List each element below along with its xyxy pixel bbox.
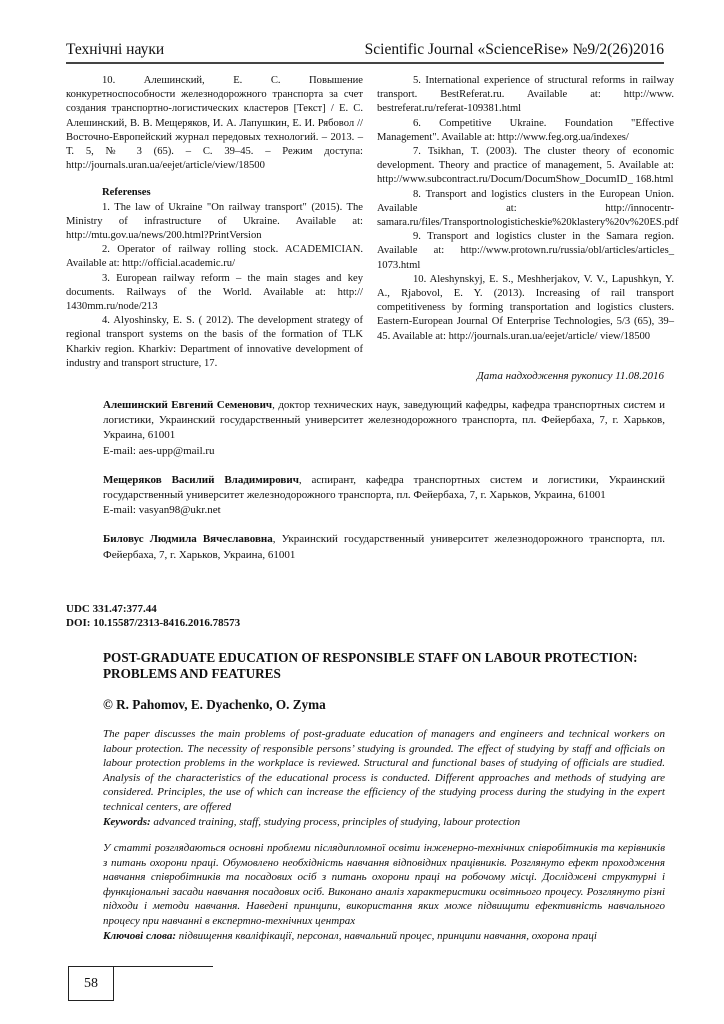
abstract-ukrainian — [103, 841, 665, 943]
references-left-column — [66, 74, 363, 371]
keywords-label: Ключові слова: — [103, 929, 177, 942]
page-number: 58 — [68, 966, 114, 1001]
reference-item: 2. Operator of railway rolling stock. ACADEMICIAN. Available at: http://official.academic.ru/ — [66, 244, 363, 270]
author-details: , аспирант, кафедра транспортных систем и логистики, Украинский государственный университет железнодорожного транспорта, пл. Фейербаха, 7, г. Харьков, Украина, 61001 — [103, 473, 665, 502]
abstract-text: У статті розглядаються основні проблеми післядипломної освіти інженерно-технічних співробітників та керівників з питань охорони праці. Обумовлено необхідність навчання відповідних працівників. Розглянуто ефект проходження навчання співробітників та посадових осіб з питань охорони праці на робочому місці. Досліджені структурні і функціональні засади навчання посадових осіб. Виконано аналіз характеристики освітнього процесу. Розглянуто різні підходи і методи навчання. Наведені принципи, використання яких може підвищити ефективність навчального процесу при навчанні в експертно-технічних центрах — [103, 842, 665, 927]
abstract-text: The paper discusses the main problems of post-graduate education of managers and engineers and technical workers on labour protection. The necessity of responsible persons’ studying is grounded. The effect of studying by staff and officials on labour protection problems in the workplace is reviewed. Structural and functional bases of studying of officials are studied. Analysis of the characteristics of the educational process is conducted. Different approaches and methods of studying are considered. Principles, the use of which can increase the efficiency of the studying process during the studying in the expert technical centers, are offered — [103, 728, 665, 813]
keywords — [103, 929, 665, 944]
author-block — [103, 532, 665, 562]
author-block — [103, 398, 665, 459]
keywords-list: advanced training, staff, studying process, principles of studying, labour protection — [150, 815, 521, 828]
reference-item: 3. European railway reform – the main stages and key documents. Railways of the World. Available at: http:// 1430mm.ru/node/213 — [66, 272, 363, 313]
author-name: Алешинский Евгений Семенович — [103, 399, 273, 411]
keywords-list: підвищення кваліфікації, персонал, навчальний процес, принципи навчання, охорона праці — [176, 929, 597, 942]
reference-item: 1. The law of Ukraine "On railway transport" (2015). The Ministry of infrastructure of Ukraine. Available at: http://mtu.gov.ua/news/200.html?PrintVersion — [66, 201, 363, 242]
doi: DOI: 10.15587/2313-8416.2016.78573 — [66, 617, 241, 629]
references-right-column — [377, 74, 679, 344]
author-name: Биловус Людмила Вячеславовна — [103, 533, 273, 546]
references-heading: Referenses — [102, 187, 151, 199]
reference-item: 5. International experience of structural reforms in railway transport. BestReferat.ru. Available at: http://www. bestreferat.ru/referat-109381.html — [377, 75, 674, 115]
author-email: E-mail: vasyan98@ukr.net — [103, 504, 221, 517]
author-email: E-mail: aes-upp@mail.ru — [103, 444, 215, 457]
reference-item: 6. Competitive Ukraine. Foundation "Effective Management". Available at: http://www.feg.org.ua/indexes/ — [377, 117, 674, 143]
running-header — [66, 38, 664, 64]
received-date: Дата надходження рукопису 11.08.2016 — [476, 370, 664, 382]
abstract-english — [103, 727, 665, 829]
reference-item: 10. Алешинский, Е. С. Повышение конкуретноспособности железнодорожного транспорта за счет создания транспортно-логистических кластеров [Текст] / Е. С. Алешинский, В. В. Мещеряков, И. А. Лапушкин, Е. И. Рябовол // Восточно-Европейский журнал передовых технологий. – 2013. – Т. 5, № 3 (65). – С. 39–45. – Режим доступа: http://journals.uran.ua/eejet/article/view/18500 — [66, 75, 363, 172]
reference-item: 7. Tsikhan, T. (2003). The cluster theory of economic development. Theory and practice of management, 5. Available at: http://www.subcontract.ru/Docum/DocumShow_DocumID_ 168.html — [377, 146, 674, 186]
article-title: POST-GRADUATE EDUCATION OF RESPONSIBLE STAFF ON LABOUR PROTECTION: PROBLEMS AND FEATURES — [103, 650, 638, 681]
author-details: , Украинский государственный университет железнодорожного транспорта, пл. Фейербаха, 7, г. Харьков, Украина, 61001 — [103, 533, 666, 561]
article-authors: © R. Pahomov, E. Dyachenko, O. Zyma — [103, 697, 326, 712]
journal-name: Scientific Journal «ScienceRise» №9/2(26)2016 — [364, 41, 664, 58]
authors-info — [103, 398, 665, 577]
article-identifiers — [66, 602, 240, 630]
reference-item: 10. Aleshynskyj, E. S., Meshherjakov, V. V., Lapushkyn, Y. A., Rjabovol, E. Y. (2013). Increasing of rail transport competitiveness by forming transportation and logistics clusters. Eastern-European Journal Of Enterprise Technologies, 5/3 (65), 39–45. Available at: http://journals.uran.ua/eejet/article/ view/18500 — [377, 273, 674, 342]
section-name: Технічні науки — [66, 41, 165, 58]
keywords — [103, 815, 665, 830]
reference-item: 9. Transport and logistics cluster in the Samara region. Available at: http://www.protown.ru/russia/obl/articles/articles_ 1073.html — [377, 231, 674, 271]
reference-item: 4. Alyoshinsky, E. S. ( 2012). The development strategy of regional transport systems on the basis of the formation of TLK Kharkiv region. Kharkiv: Department of innovative development of industry and transport structure, 17. — [66, 315, 363, 369]
udc-code: UDC 331.47:377.44 — [66, 603, 157, 615]
keywords-label: Keywords: — [103, 815, 151, 828]
reference-item: 8. Transport and logistics clusters in the European Union. Available at: http://innocentr-samara.ru/files/Transportnologisticheskie%20klastery%20v%20ES.pdf — [377, 188, 679, 229]
author-details: , доктор технических наук, заведующий кафедры, кафедра транспортных систем и логистики, Украинский государственный университет железнодорожного транспорта, пл. Фейербаха, 7, г. Харьков, Украина, 61001 — [103, 399, 665, 442]
author-name: Мещеряков Василий Владимирович — [103, 473, 299, 486]
author-block — [103, 473, 665, 519]
